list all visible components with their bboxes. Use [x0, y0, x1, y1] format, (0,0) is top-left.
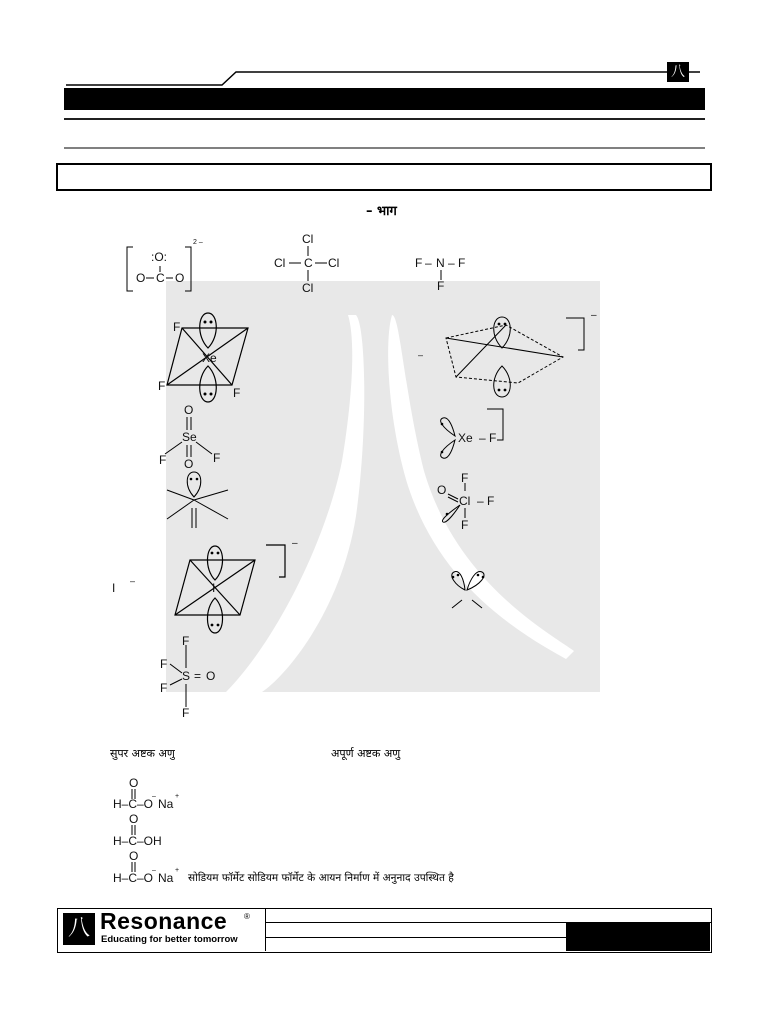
nf3-dash-left: –: [425, 256, 432, 270]
xef2-f: F: [489, 431, 497, 445]
side-dash: –: [418, 350, 424, 360]
ccl4-cl-bottom: Cl: [302, 281, 314, 295]
carbonate-center: C: [156, 271, 165, 285]
carbonate-o-right: O: [175, 271, 185, 285]
footer-registered: ®: [244, 912, 250, 921]
formate3-formula: H–C–O: [113, 871, 154, 885]
footer-tagline: Educating for better tomorrow: [101, 934, 238, 945]
footer-divider: [265, 908, 266, 951]
clo2f3-f-bottom: F: [461, 518, 469, 532]
footer-brand: Resonance: [100, 908, 228, 934]
sof4-center: S: [182, 669, 191, 683]
carbonate-o-top: :O:: [151, 250, 168, 264]
formate3-o: O: [129, 849, 139, 863]
footer-logo-mark: 八: [63, 913, 95, 945]
formate3-plus: +: [175, 867, 180, 874]
ccl4-center: C: [304, 256, 313, 270]
seo2f2-f-right: F: [213, 451, 221, 465]
sof4-f-left2: F: [160, 681, 168, 695]
corner-logo: 八: [667, 62, 689, 82]
formate1-o: O: [129, 776, 139, 790]
seo2f2-o-top: O: [184, 403, 194, 417]
clo2f3-o: O: [437, 483, 447, 497]
ion-bracket-charge: –: [292, 538, 298, 549]
xef4-center: Xe: [202, 351, 217, 365]
carbonate-charge: 2 –: [193, 239, 203, 246]
sof4-f-left1: F: [160, 657, 168, 671]
clo2f3-f-right: F: [487, 494, 495, 508]
xef4-f3: F: [233, 386, 241, 400]
xef4-f1: F: [173, 320, 181, 334]
formate-caption: सोडियम फॉर्मेट सोडियम फॉर्मेट के आयन निर्माण में अनुनाद उपस्थित है: [188, 872, 454, 884]
seo2f2-center: Se: [182, 430, 197, 444]
clo2f3-dash: –: [477, 494, 484, 508]
clo2f3-f-top: F: [461, 471, 469, 485]
super-octet-label: सुपर अष्टक अणु: [110, 747, 175, 760]
nf3-f-left: F: [415, 256, 423, 270]
sof4-eq: =: [194, 669, 202, 683]
sof4-f-bottom: F: [182, 706, 190, 720]
formate1-minus: –: [152, 793, 156, 800]
nf3-f-right: F: [458, 256, 466, 270]
ccl4-cl-right: Cl: [328, 256, 340, 270]
formate1-formula: H–C–O: [113, 797, 154, 811]
ccl4-cl-top: Cl: [302, 232, 314, 246]
footer-black-block: [566, 923, 710, 951]
sof4-o: O: [206, 669, 216, 683]
seo2f2-f-left: F: [159, 453, 167, 467]
formate2-o: O: [129, 812, 139, 826]
formate2-formula: H–C–OH: [113, 834, 162, 848]
nf3-dash-right: –: [448, 256, 455, 270]
sof4-f-top: F: [182, 634, 190, 648]
seo2f2-o-bottom: O: [184, 457, 194, 471]
ion-label: I: [112, 581, 116, 595]
xef4-f2: F: [158, 379, 166, 393]
ccl4-cl-left: Cl: [274, 256, 286, 270]
ion-label-charge: –: [130, 576, 136, 586]
ion-center: I: [212, 581, 216, 595]
formate3-minus: –: [152, 867, 156, 874]
carbonate-o-left: O: [136, 271, 146, 285]
formate1-plus: +: [175, 793, 180, 800]
section-title: – भाग: [366, 204, 397, 219]
nf3-f-bottom: F: [437, 279, 445, 293]
formate3-cation: Na: [158, 871, 174, 885]
xef2-dash: –: [479, 431, 486, 445]
incomplete-octet-label: अपूर्ण अष्टक अणु: [331, 747, 401, 760]
footer-row2: [266, 937, 566, 938]
formate1-cation: Na: [158, 797, 174, 811]
xef5-charge: –: [591, 310, 597, 321]
clo2f3-center: Cl: [459, 494, 471, 508]
nf3-center: N: [436, 256, 445, 270]
xef2-center: Xe: [458, 431, 473, 445]
